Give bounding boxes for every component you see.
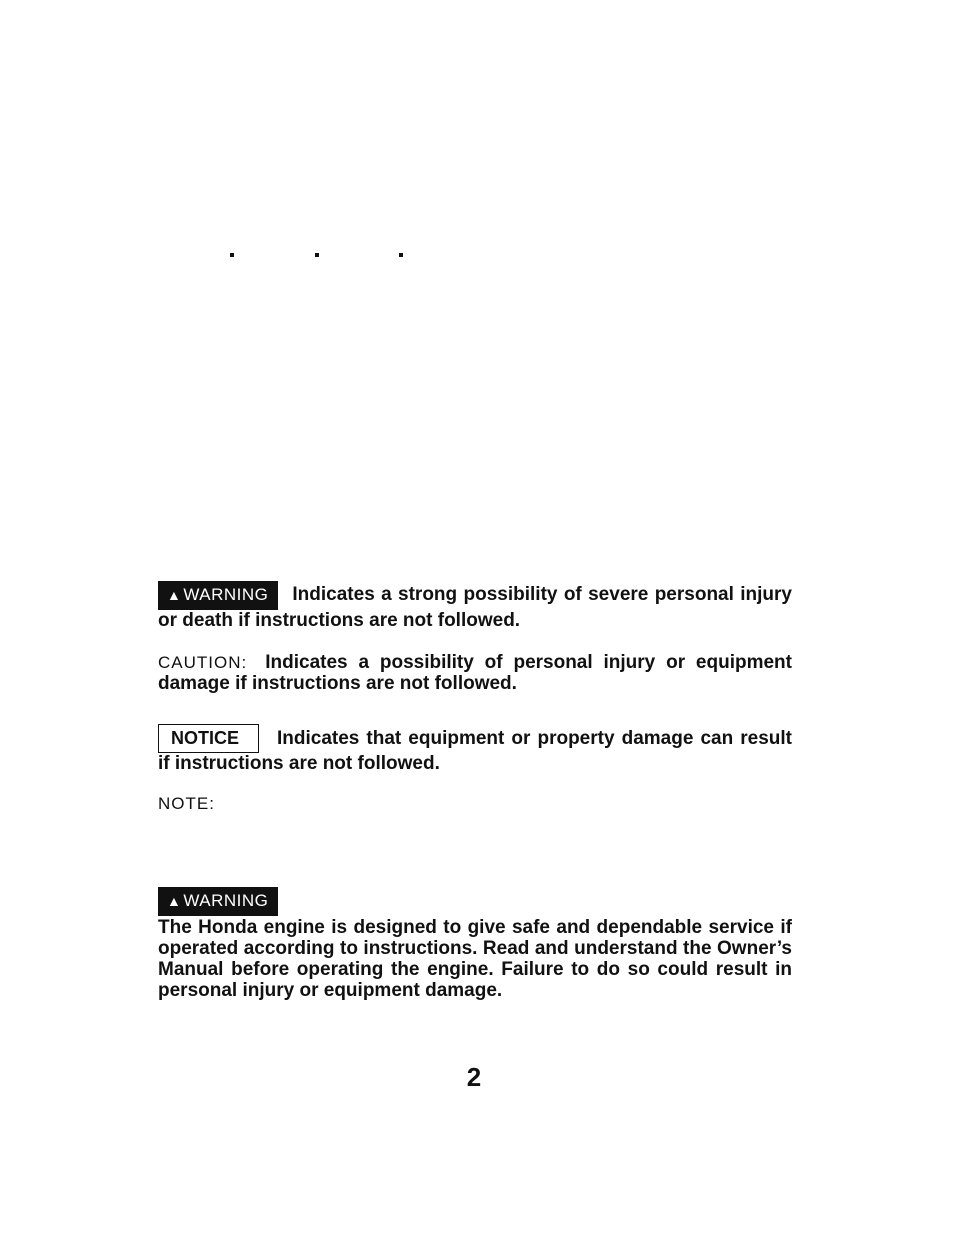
page-number: 2 <box>466 1062 482 1092</box>
warning-definition <box>158 581 792 631</box>
warning-definition-text: Indicates a strong possibility of severe personal injury or death if instructions are not followed. <box>158 584 792 631</box>
bullet-dot <box>230 253 234 257</box>
warning-triangle-icon: ▲ <box>167 893 182 909</box>
safety-warning-badge <box>158 887 278 916</box>
note-label: NOTE: <box>158 794 215 813</box>
warning-label: WARNING <box>183 585 269 604</box>
warning-triangle-icon: ▲ <box>167 587 182 603</box>
notice-definition <box>158 724 792 774</box>
warning-badge <box>158 581 278 610</box>
safety-warning-text: The Honda engine is designed to give safe and dependable service if operated according to instructions. Read and understand the Owner’s Manual before operating the engine. Failure to do so could result in personal injury or equipment damage. <box>158 917 792 1001</box>
bullet-dot <box>315 253 319 257</box>
bullet-dot <box>399 253 403 257</box>
caution-definition-text: Indicates a possibility of personal injury or equipment damage if instructions are not followed. <box>158 652 792 694</box>
caution-label: CAUTION: <box>158 653 248 672</box>
note-definition <box>158 793 792 814</box>
caution-definition <box>158 652 792 694</box>
notice-badge: NOTICE <box>158 724 259 753</box>
safety-warning-label: WARNING <box>183 891 269 910</box>
notice-definition-text: Indicates that equipment or property damage can result if instructions are not followed. <box>158 728 792 774</box>
